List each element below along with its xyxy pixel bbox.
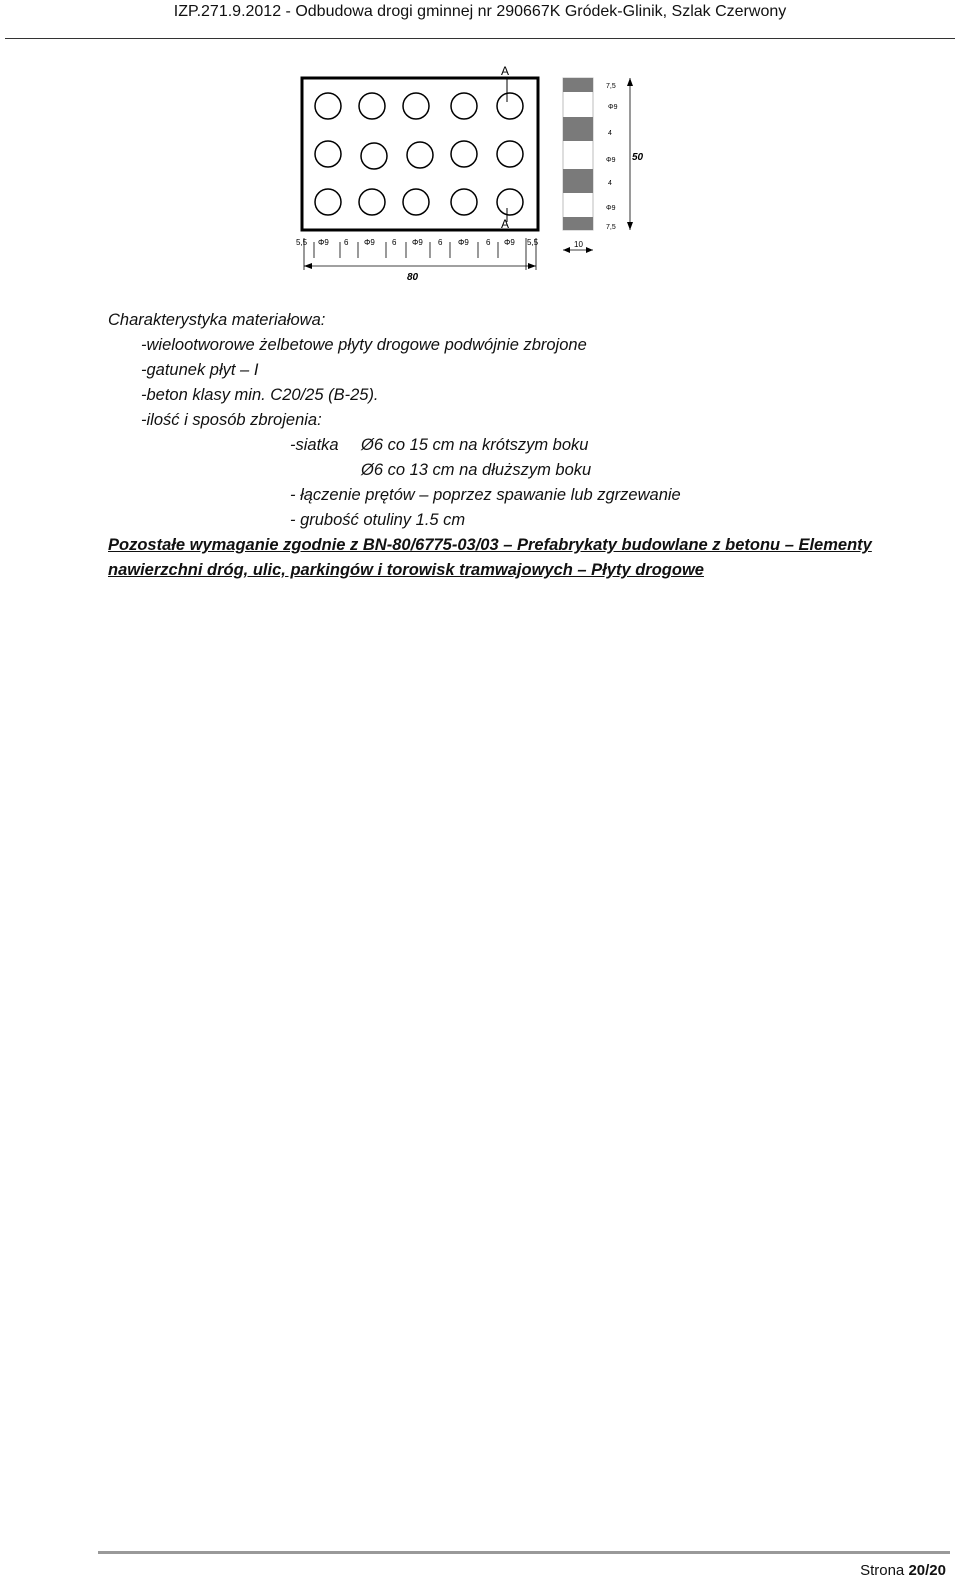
section-label-top: A: [501, 64, 510, 78]
dim-label: Φ9: [504, 238, 515, 247]
hole: [497, 141, 523, 167]
spec-item: -ilość i sposób zbrojenia:: [141, 411, 322, 429]
dim-label: Φ9: [606, 205, 616, 212]
dim-label: 6: [392, 238, 397, 247]
slab-drawing: [290, 62, 660, 290]
hole: [497, 189, 523, 215]
hole: [497, 93, 523, 119]
hole: [407, 142, 433, 168]
hole: [451, 189, 477, 215]
dim-label: Φ9: [364, 238, 375, 247]
dim-arrow-bottom: [627, 222, 633, 230]
width-dimension: 80: [407, 272, 419, 283]
dim-label: 5,5: [296, 238, 308, 247]
section-label-bottom: A: [501, 217, 510, 231]
dim-label: Φ9: [318, 238, 329, 247]
hole: [361, 143, 387, 169]
cover-thickness: - grubość otuliny 1.5 cm: [290, 511, 466, 529]
dim-label: Φ9: [412, 238, 423, 247]
dim-label: Φ9: [606, 157, 616, 164]
hole: [315, 93, 341, 119]
dim-label: 6: [344, 238, 349, 247]
dim-label: Φ9: [458, 238, 469, 247]
material-characteristics: [108, 308, 958, 583]
spec-item: -beton klasy min. C20/25 (B-25).: [141, 386, 379, 404]
thickness-dimension: 10: [574, 240, 583, 249]
bar-joining: - łączenie prętów – poprzez spawanie lub zgrzewanie: [290, 486, 681, 504]
dim-label: 6: [486, 238, 491, 247]
dim-arrow-left: [304, 263, 312, 269]
slab-holes: [315, 93, 523, 215]
mesh-spec-long: Ø6 co 13 cm na dłuższym boku: [361, 461, 592, 479]
hole: [403, 93, 429, 119]
header-rule: [5, 38, 955, 39]
hole: [315, 141, 341, 167]
mesh-spec-short: Ø6 co 15 cm na krótszym boku: [361, 436, 589, 454]
footer-rule: [98, 1551, 950, 1554]
dim-label: Φ9: [608, 104, 618, 111]
spec-item: -gatunek płyt – I: [141, 361, 259, 379]
dim-label: 7,5: [606, 83, 616, 90]
mesh-label: -siatka: [290, 436, 339, 454]
bottom-dimension-chain: [296, 238, 539, 247]
hole: [403, 189, 429, 215]
requirements-note: Pozostałe wymaganie zgodnie z BN-80/6775-03/03 – Prefabrykaty budowlane z betonu – Elementy: [108, 536, 872, 554]
requirements-note-cont: nawierzchni dróg, ulic, parkingów i torowisk tramwajowych – Płyty drogowe: [108, 561, 704, 579]
height-dimension: 50: [632, 152, 644, 163]
dim-label: 6: [438, 238, 443, 247]
dim-label: 7,5: [606, 224, 616, 231]
side-dimension-chain: [606, 83, 618, 231]
hole: [359, 93, 385, 119]
page-footer: [860, 1562, 946, 1579]
hole: [315, 189, 341, 215]
dim-label: 4: [608, 180, 612, 187]
page-header: IZP.271.9.2012 - Odbudowa drogi gminnej nr 290667K Gródek-Glinik, Szlak Czerwony: [173, 3, 787, 20]
reinforcement-mesh: [108, 433, 958, 458]
hole: [359, 189, 385, 215]
hole: [451, 141, 477, 167]
slab-plan-outline: [302, 78, 538, 230]
section-heading: Charakterystyka materiałowa:: [108, 311, 326, 329]
spec-item: -wielootworowe żelbetowe płyty drogowe podwójnie zbrojone: [141, 336, 587, 354]
page-label: Strona: [860, 1562, 905, 1579]
page-number: 20/20: [908, 1562, 946, 1579]
dim-label: 4: [608, 130, 612, 137]
slab-cross-section: [563, 78, 593, 230]
dim-arrow-top: [627, 78, 633, 86]
dim-label: 5,5: [527, 238, 539, 247]
hole: [451, 93, 477, 119]
dim-arrow-right: [528, 263, 536, 269]
